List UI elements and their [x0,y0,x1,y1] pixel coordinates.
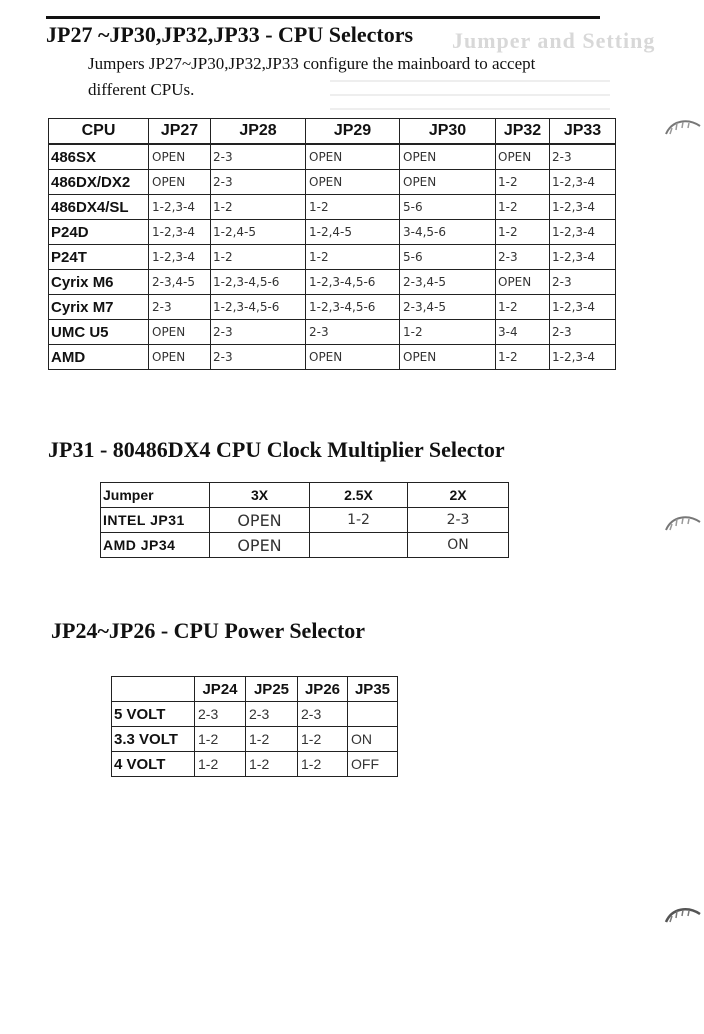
cell-jp35: ON [348,727,398,752]
cell-jp27: OPEN [149,170,211,195]
cell-jp28: 1-2,4-5 [211,220,306,245]
cpu-name-cell: 486DX4/SL [49,195,149,220]
cell-jp33: 1-2,3-4 [550,345,616,370]
cell-jp30: OPEN [400,144,496,170]
header-jp32: JP32 [496,119,550,145]
header-jp35: JP35 [348,677,398,702]
voltage-label-cell: 4 VOLT [112,752,195,777]
header-3x: 3X [210,483,310,508]
header-jp29: JP29 [306,119,400,145]
cpu-name-cell: P24T [49,245,149,270]
cell-jp33: 1-2,3-4 [550,195,616,220]
cell-intel-2x: 2-3 [408,508,509,533]
cell-jp25: 1-2 [246,752,298,777]
header-2-5x: 2.5X [310,483,408,508]
cell-jp29: 1-2 [306,195,400,220]
cell-jp33: 2-3 [550,144,616,170]
table-row [49,320,616,345]
cell-amd-3x: OPEN [210,533,310,558]
cell-jp33: 2-3 [550,270,616,295]
cell-jp28: 2-3 [211,170,306,195]
clock-multiplier-table [100,482,509,558]
table-row [112,727,398,752]
cell-amd-2-5x [310,533,408,558]
power-selector-table [111,676,398,777]
cell-jp33: 1-2,3-4 [550,295,616,320]
row-label-amd-jp34: AMD JP34 [101,533,210,558]
cpu-name-cell: Cyrix M7 [49,295,149,320]
cell-jp27: 1-2,3-4 [149,245,211,270]
power-table-header-row [112,677,398,702]
cell-jp30: OPEN [400,345,496,370]
cpu-name-cell: P24D [49,220,149,245]
header-cpu: CPU [49,119,149,145]
cpu-name-cell: Cyrix M6 [49,270,149,295]
header-jp28: JP28 [211,119,306,145]
header-2x: 2X [408,483,509,508]
cell-jp26: 1-2 [298,727,348,752]
cell-jp29: 1-2,4-5 [306,220,400,245]
cell-intel-2-5x: 1-2 [310,508,408,533]
bleed-through-text: Jumper and Setting [452,28,656,53]
cell-jp29: OPEN [306,345,400,370]
table-row [101,533,509,558]
header-jumper: Jumper [101,483,210,508]
cell-jp29: 1-2 [306,245,400,270]
voltage-label-cell: 5 VOLT [112,702,195,727]
cell-jp28: 1-2 [211,245,306,270]
cell-jp28: 2-3 [211,345,306,370]
cell-jp30: 2-3,4-5 [400,295,496,320]
cell-jp24: 1-2 [195,752,246,777]
header-jp24: JP24 [195,677,246,702]
table-row [49,170,616,195]
cell-jp33: 1-2,3-4 [550,220,616,245]
header-jp27: JP27 [149,119,211,145]
cell-jp30: OPEN [400,170,496,195]
cell-jp29: 1-2,3-4,5-6 [306,295,400,320]
cell-jp27: OPEN [149,144,211,170]
header-jp30: JP30 [400,119,496,145]
cell-jp28: 1-2,3-4,5-6 [211,295,306,320]
table-row [112,752,398,777]
cell-jp29: OPEN [306,144,400,170]
binder-hole-mark [662,116,704,138]
cell-jp32: OPEN [496,270,550,295]
table-row [49,345,616,370]
cell-jp28: 2-3 [211,144,306,170]
cell-jp24: 2-3 [195,702,246,727]
header-jp25: JP25 [246,677,298,702]
clock-table-header-row [101,483,509,508]
cpu-selectors-title: JP27 ~JP30,JP32,JP33 - CPU Selectors [46,22,414,47]
cell-jp33: 1-2,3-4 [550,170,616,195]
cpu-name-cell: AMD [49,345,149,370]
cell-jp24: 1-2 [195,727,246,752]
cell-jp25: 1-2 [246,727,298,752]
table-row [49,144,616,170]
voltage-label-cell: 3.3 VOLT [112,727,195,752]
table-row [49,220,616,245]
power-selector-title: JP24~JP26 - CPU Power Selector [51,618,366,643]
header-jp26: JP26 [298,677,348,702]
cpu-selectors-intro: Jumpers JP27~JP30,JP32,JP33 configure the mainboard to accept different CPUs. [88,54,536,99]
cell-jp32: 3-4 [496,320,550,345]
cell-jp32: 1-2 [496,170,550,195]
cell-jp27: OPEN [149,345,211,370]
cell-jp30: 3-4,5-6 [400,220,496,245]
cell-jp27: 2-3 [149,295,211,320]
cell-jp27: 2-3,4-5 [149,270,211,295]
cell-jp33: 2-3 [550,320,616,345]
cell-jp33: 1-2,3-4 [550,245,616,270]
header-jp33: JP33 [550,119,616,145]
cell-jp32: 2-3 [496,245,550,270]
cell-jp26: 2-3 [298,702,348,727]
cell-jp30: 5-6 [400,195,496,220]
cell-jp27: 1-2,3-4 [149,220,211,245]
cpu-name-cell: 486SX [49,144,149,170]
table-row [49,270,616,295]
cell-jp32: 1-2 [496,345,550,370]
binder-hole-mark [662,512,704,534]
table-row [49,245,616,270]
cpu-name-cell: 486DX/DX2 [49,170,149,195]
table-row [112,702,398,727]
cell-jp32: 1-2 [496,295,550,320]
cell-jp29: 2-3 [306,320,400,345]
cell-jp29: OPEN [306,170,400,195]
cell-intel-3x: OPEN [210,508,310,533]
cpu-selector-table [48,118,616,370]
cell-jp32: 1-2 [496,220,550,245]
cell-jp35: OFF [348,752,398,777]
cell-jp30: 1-2 [400,320,496,345]
cell-jp32: OPEN [496,144,550,170]
cell-jp26: 1-2 [298,752,348,777]
cell-jp30: 5-6 [400,245,496,270]
table-row [101,508,509,533]
cpu-table-header-row [49,119,616,145]
header-blank [112,677,195,702]
binder-hole-mark [662,904,704,926]
cpu-name-cell: UMC U5 [49,320,149,345]
cell-jp25: 2-3 [246,702,298,727]
cell-jp27: 1-2,3-4 [149,195,211,220]
cell-jp30: 2-3,4-5 [400,270,496,295]
cell-jp28: 1-2 [211,195,306,220]
cell-amd-2x: ON [408,533,509,558]
clock-multiplier-title: JP31 - 80486DX4 CPU Clock Multiplier Selector [48,437,505,462]
cell-jp27: OPEN [149,320,211,345]
table-row [49,195,616,220]
cell-jp28: 2-3 [211,320,306,345]
table-row [49,295,616,320]
cell-jp28: 1-2,3-4,5-6 [211,270,306,295]
cell-jp29: 1-2,3-4,5-6 [306,270,400,295]
cell-jp35 [348,702,398,727]
cell-jp32: 1-2 [496,195,550,220]
top-rule [46,16,600,19]
row-label-intel-jp31: INTEL JP31 [101,508,210,533]
